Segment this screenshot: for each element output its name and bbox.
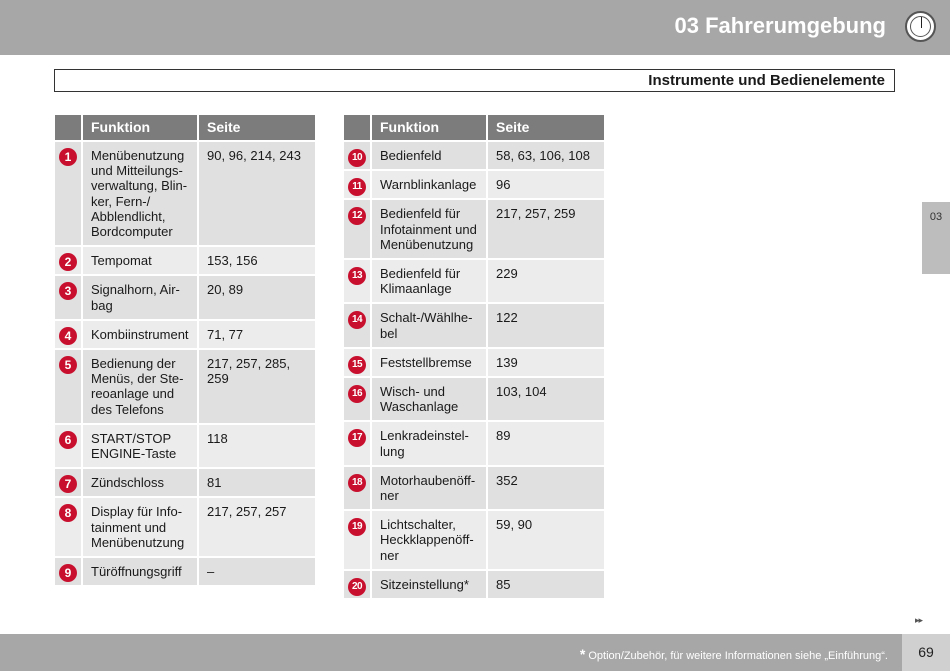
function-cell: Lichtschalter, Heckklappenöff-ner — [371, 510, 487, 570]
footnote-text: Option/Zubehör, für weitere Informationen siehe „Einführung“. — [588, 650, 888, 662]
page-ref-cell[interactable]: 59, 90 — [487, 510, 605, 570]
row-number-cell — [54, 275, 82, 319]
item-number-badge: 6 — [59, 431, 77, 449]
page-ref-cell[interactable]: 20, 89 — [198, 275, 316, 319]
row-number-cell — [343, 199, 371, 259]
section-header — [54, 69, 895, 92]
row-number-cell — [54, 557, 82, 586]
function-cell: Motorhaubenöff-ner — [371, 466, 487, 510]
page-footer — [0, 634, 950, 671]
table-header-row — [343, 114, 605, 141]
header-page: Seite — [487, 114, 605, 141]
item-number-badge: 8 — [59, 504, 77, 522]
table-row — [343, 510, 605, 570]
page-ref-cell[interactable]: – — [198, 557, 316, 586]
next-page-arrows: ▸▸ — [915, 615, 923, 625]
function-cell: Bedienung der Menüs, der Ste-reoanlage und des Telefons — [82, 349, 198, 424]
function-cell: Wisch- und Waschanlage — [371, 377, 487, 421]
footnote-star: * — [579, 646, 586, 662]
page-ref-cell[interactable]: 217, 257, 285, 259 — [198, 349, 316, 424]
row-number-cell — [343, 141, 371, 170]
function-cell: Zündschloss — [82, 468, 198, 497]
page-ref-cell[interactable]: 58, 63, 106, 108 — [487, 141, 605, 170]
function-table-right — [342, 113, 606, 600]
table-row — [54, 246, 316, 275]
table-header-row — [54, 114, 316, 141]
function-cell: Kombiinstrument — [82, 320, 198, 349]
function-cell: Bedienfeld — [371, 141, 487, 170]
item-number-badge: 4 — [59, 327, 77, 345]
page-ref-cell[interactable]: 153, 156 — [198, 246, 316, 275]
item-number-badge: 10 — [348, 149, 366, 167]
item-number-badge: 5 — [59, 356, 77, 374]
speedometer-icon — [905, 11, 936, 42]
table-row — [54, 497, 316, 557]
page-ref-cell[interactable]: 139 — [487, 348, 605, 377]
function-table-left — [53, 113, 317, 587]
function-cell: Bedienfeld für Infotainment und Menübenutzung — [371, 199, 487, 259]
page-ref-cell[interactable]: 352 — [487, 466, 605, 510]
row-number-cell — [54, 320, 82, 349]
page-ref-cell[interactable]: 217, 257, 259 — [487, 199, 605, 259]
item-number-badge: 19 — [348, 518, 366, 536]
function-cell: Menübenutzung und Mitteilungs-verwaltung, Blin-ker, Fern-/ Abblendlicht, Bordcomputer — [82, 141, 198, 246]
row-number-cell — [54, 424, 82, 468]
page-ref-cell[interactable]: 217, 257, 257 — [198, 497, 316, 557]
table-row — [343, 570, 605, 599]
row-number-cell — [54, 141, 82, 246]
item-number-badge: 11 — [348, 178, 366, 196]
item-number-badge: 18 — [348, 474, 366, 492]
table-row — [343, 259, 605, 303]
header-page: Seite — [198, 114, 316, 141]
page-ref-cell[interactable]: 71, 77 — [198, 320, 316, 349]
page-ref-cell[interactable]: 103, 104 — [487, 377, 605, 421]
item-number-badge: 13 — [348, 267, 366, 285]
function-cell: Türöffnungsgriff — [82, 557, 198, 586]
row-number-cell — [343, 170, 371, 199]
chapter-tab-label: 03 — [929, 211, 943, 223]
chapter-tab[interactable] — [922, 202, 950, 274]
item-number-badge: 16 — [348, 385, 366, 403]
row-number-cell — [343, 421, 371, 465]
function-cell: Signalhorn, Air-bag — [82, 275, 198, 319]
table-row — [54, 557, 316, 586]
item-number-badge: 12 — [348, 207, 366, 225]
function-cell: Tempomat — [82, 246, 198, 275]
table-row — [54, 349, 316, 424]
table-row — [343, 170, 605, 199]
item-number-badge: 1 — [59, 148, 77, 166]
row-number-cell — [343, 570, 371, 599]
item-number-badge: 17 — [348, 429, 366, 447]
function-cell: Display für Info-tainment und Menübenutzung — [82, 497, 198, 557]
row-number-cell — [54, 497, 82, 557]
function-cell: Sitzeinstellung* — [371, 570, 487, 599]
row-number-cell — [343, 259, 371, 303]
page-ref-cell[interactable]: 96 — [487, 170, 605, 199]
footnote — [580, 646, 888, 662]
header-num-cell — [343, 114, 371, 141]
item-number-badge: 7 — [59, 475, 77, 493]
function-cell: Feststellbremse — [371, 348, 487, 377]
table-row — [54, 275, 316, 319]
table-row — [54, 424, 316, 468]
table-row — [343, 421, 605, 465]
function-cell: START/STOP ENGINE-Taste — [82, 424, 198, 468]
row-number-cell — [54, 349, 82, 424]
page-ref-cell[interactable]: 81 — [198, 468, 316, 497]
chapter-title: 03 Fahrerumgebung — [674, 13, 886, 38]
page-ref-cell[interactable]: 229 — [487, 259, 605, 303]
row-number-cell — [343, 377, 371, 421]
row-number-cell — [343, 510, 371, 570]
table-row — [54, 141, 316, 246]
function-cell: Warnblinkanlage — [371, 170, 487, 199]
item-number-badge: 15 — [348, 356, 366, 374]
page-ref-cell[interactable]: 89 — [487, 421, 605, 465]
section-title: Instrumente und Bedienelemente — [648, 72, 885, 89]
table-row — [343, 199, 605, 259]
header-num-cell — [54, 114, 82, 141]
table-row — [54, 468, 316, 497]
chapter-header — [0, 0, 950, 55]
item-number-badge: 2 — [59, 253, 77, 271]
row-number-cell — [343, 303, 371, 347]
header-function: Funktion — [371, 114, 487, 141]
item-number-badge: 20 — [348, 578, 366, 596]
function-cell: Lenkradeinstel-lung — [371, 421, 487, 465]
function-cell: Schalt-/Wählhe-bel — [371, 303, 487, 347]
function-cell: Bedienfeld für Klimaanlage — [371, 259, 487, 303]
row-number-cell — [54, 468, 82, 497]
row-number-cell — [343, 348, 371, 377]
header-function: Funktion — [82, 114, 198, 141]
table-row — [343, 141, 605, 170]
table-row — [343, 348, 605, 377]
table-row — [343, 466, 605, 510]
item-number-badge: 3 — [59, 282, 77, 300]
page-ref-cell[interactable]: 122 — [487, 303, 605, 347]
page-ref-cell[interactable]: 118 — [198, 424, 316, 468]
page-ref-cell[interactable]: 85 — [487, 570, 605, 599]
row-number-cell — [54, 246, 82, 275]
page-number: 69 — [902, 634, 950, 671]
table-row — [343, 303, 605, 347]
item-number-badge: 14 — [348, 311, 366, 329]
table-row — [54, 320, 316, 349]
table-row — [343, 377, 605, 421]
item-number-badge: 9 — [59, 564, 77, 582]
page-ref-cell[interactable]: 90, 96, 214, 243 — [198, 141, 316, 246]
row-number-cell — [343, 466, 371, 510]
